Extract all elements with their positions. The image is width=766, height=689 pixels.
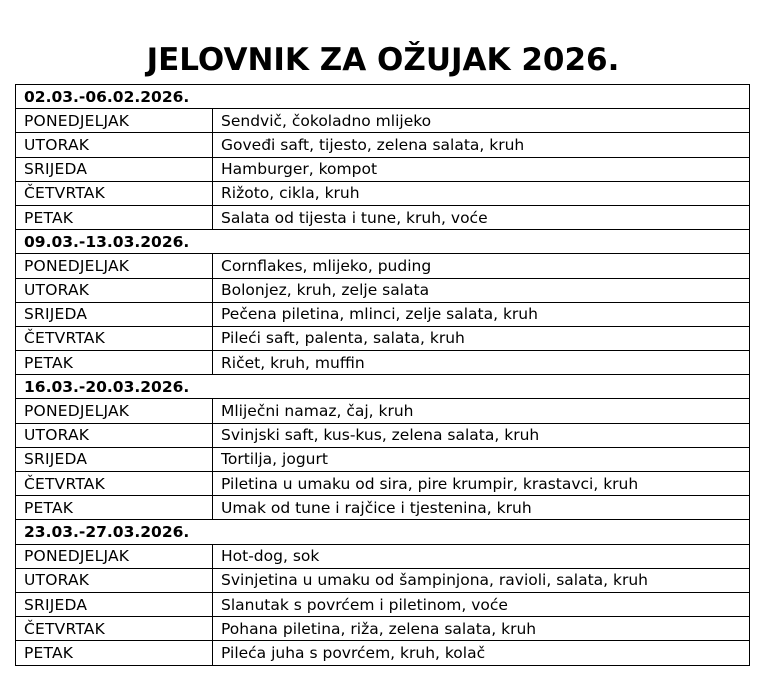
table-row [16,641,750,665]
table-row [16,326,750,350]
day-name-cell: SRIJEDA [16,157,213,181]
week-date-range: 23.03.-27.03.2026. [16,520,750,544]
table-row [16,423,750,447]
table-row [16,447,750,471]
day-name-cell: UTORAK [16,278,213,302]
meal-cell: Sendvič, čokoladno mlijeko [213,109,750,133]
meal-cell: Pileći saft, palenta, salata, kruh [213,326,750,350]
day-name-cell: ČETVRTAK [16,617,213,641]
table-row [16,278,750,302]
meal-cell: Piletina u umaku od sira, pire krumpir, krastavci, kruh [213,472,750,496]
table-row [16,592,750,616]
table-row [16,544,750,568]
day-name-cell: PONEDJELJAK [16,544,213,568]
table-row [16,181,750,205]
day-name-cell: ČETVRTAK [16,326,213,350]
meal-cell: Salata od tijesta i tune, kruh, voće [213,205,750,229]
week-header-row [16,85,750,109]
table-row [16,205,750,229]
meal-cell: Mliječni namaz, čaj, kruh [213,399,750,423]
week-header-row [16,375,750,399]
day-name-cell: PETAK [16,351,213,375]
meal-cell: Hamburger, kompot [213,157,750,181]
week-header-row [16,520,750,544]
meal-cell: Slanutak s povrćem i piletinom, voće [213,592,750,616]
table-row [16,568,750,592]
week-date-range: 09.03.-13.03.2026. [16,230,750,254]
day-name-cell: ČETVRTAK [16,472,213,496]
day-name-cell: PONEDJELJAK [16,254,213,278]
table-row [16,302,750,326]
meal-cell: Pohana piletina, riža, zelena salata, kruh [213,617,750,641]
meal-cell: Pečena piletina, mlinci, zelje salata, kruh [213,302,750,326]
day-name-cell: SRIJEDA [16,592,213,616]
table-row [16,254,750,278]
meal-cell: Ričet, kruh, muffin [213,351,750,375]
table-row [16,109,750,133]
meal-cell: Cornflakes, mlijeko, puding [213,254,750,278]
day-name-cell: PETAK [16,205,213,229]
day-name-cell: PETAK [16,496,213,520]
day-name-cell: ČETVRTAK [16,181,213,205]
table-row [16,351,750,375]
table-row [16,472,750,496]
week-date-range: 02.03.-06.02.2026. [16,85,750,109]
day-name-cell: UTORAK [16,568,213,592]
week-header-row [16,230,750,254]
meal-cell: Tortilja, jogurt [213,447,750,471]
meal-cell: Bolonjez, kruh, zelje salata [213,278,750,302]
table-row [16,157,750,181]
day-name-cell: UTORAK [16,133,213,157]
menu-table [15,84,750,666]
meal-cell: Goveđi saft, tijesto, zelena salata, kruh [213,133,750,157]
day-name-cell: UTORAK [16,423,213,447]
meal-cell: Umak od tune i rajčice i tjestenina, kruh [213,496,750,520]
week-date-range: 16.03.-20.03.2026. [16,375,750,399]
table-row [16,496,750,520]
table-row [16,133,750,157]
day-name-cell: PETAK [16,641,213,665]
day-name-cell: PONEDJELJAK [16,109,213,133]
table-row [16,399,750,423]
meal-cell: Pileća juha s povrćem, kruh, kolač [213,641,750,665]
menu-table-body [16,85,750,666]
day-name-cell: PONEDJELJAK [16,399,213,423]
meal-cell: Svinjski saft, kus-kus, zelena salata, kruh [213,423,750,447]
meal-cell: Hot-dog, sok [213,544,750,568]
day-name-cell: SRIJEDA [16,302,213,326]
table-row [16,617,750,641]
meal-cell: Rižoto, cikla, kruh [213,181,750,205]
day-name-cell: SRIJEDA [16,447,213,471]
page-title: JELOVNIK ZA OŽUJAK 2026. [146,42,620,78]
meal-cell: Svinjetina u umaku od šampinjona, ravioli, salata, kruh [213,568,750,592]
